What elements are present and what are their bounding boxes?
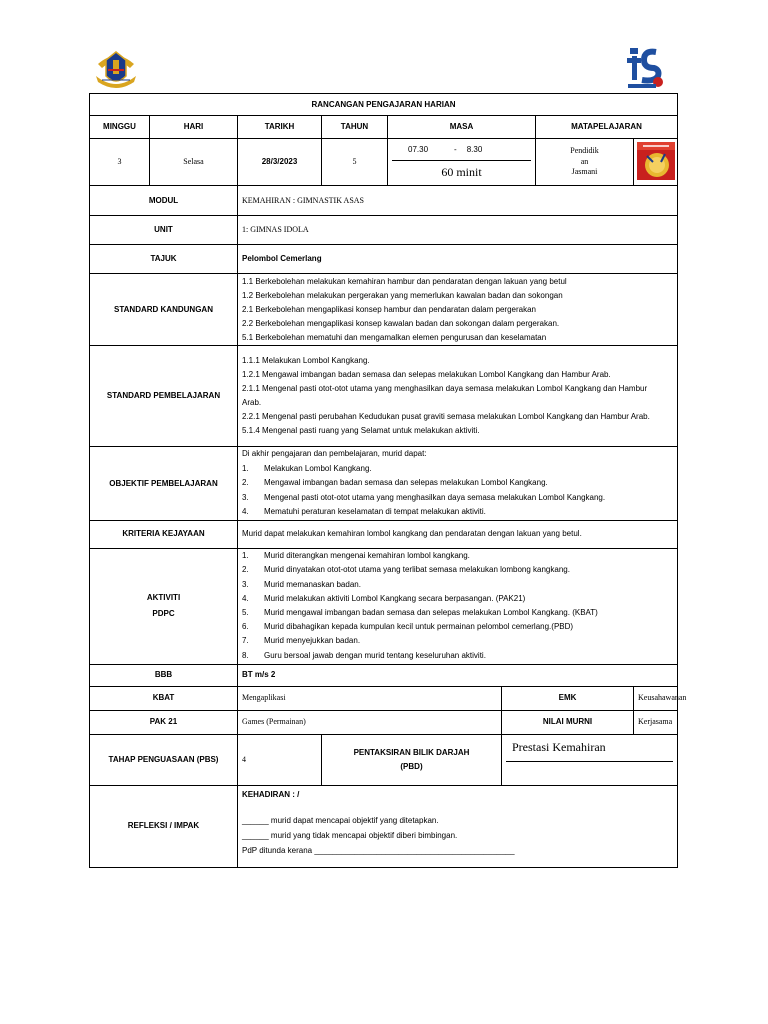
pbd-value-cell <box>502 734 678 785</box>
header-minggu: MINGGU <box>90 116 150 139</box>
tarikh-value: 28/3/2023 <box>238 139 322 186</box>
minggu-value: 3 <box>90 139 150 186</box>
bbb-value: BT m/s 2 <box>238 664 678 686</box>
time-start: 07.30 <box>408 144 429 154</box>
pbd-label-2: (PBD) <box>400 761 423 771</box>
aktiviti-item: 4. Murid melakukan aktiviti Lombol Kangkang secara berpasangan. (PAK21) <box>242 593 526 603</box>
sp-item: 1.2.1 Mengawal imbangan badan semasa dan selepas melakukan Lombol Kangkang dan Hambur Arab. <box>242 370 611 379</box>
kbat-label: KBAT <box>90 686 238 710</box>
standard-pembelajaran-list <box>238 346 678 447</box>
unit-label: UNIT <box>90 216 238 245</box>
tahap-label: TAHAP PENGUASAAN (PBS) <box>90 734 238 785</box>
refleksi-label: REFLEKSI / IMPAK <box>90 785 238 867</box>
plan-title: RANCANGAN PENGAJARAN HARIAN <box>90 94 678 116</box>
unit-value: 1: GIMNAS IDOLA <box>238 216 678 245</box>
aktiviti-label-2: PDPC <box>152 609 175 618</box>
aktiviti-label-1: AKTIVITI <box>146 593 181 602</box>
tajuk-value: Pelombol Cemerlang <box>238 245 678 274</box>
header-masa: MASA <box>388 116 536 139</box>
sp-item: 5.1.4 Mengenal pasti ruang yang Selamat untuk melakukan aktiviti. <box>242 426 480 435</box>
sk-item: 5.1 Berkebolehan mematuhi dan mengamalkan elemen pengurusan dan keselamatan <box>242 332 547 342</box>
sp-item: 2.2.1 Mengenal pasti perubahan Kedudukan pusat graviti semasa melakukan Lombol Kangkang dan Hambur Arab. <box>242 412 650 421</box>
school-crest-logo <box>94 46 138 90</box>
pbd-label <box>322 734 502 785</box>
refleksi-content <box>238 785 678 867</box>
objektif-label: OBJEKTIF PEMBELAJARAN <box>90 447 238 521</box>
aktiviti-item: 5. Murid mengawal imbangan badan semasa dan selepas melakukan Lombol Kangkang. (KBAT) <box>242 608 598 617</box>
bbb-label: BBB <box>90 664 238 686</box>
kriteria-value: Murid dapat melakukan kemahiran lombol kangkang dan pendaratan dengan lakuan yang betul. <box>238 520 678 548</box>
objektif-item: 1. Melakukan Lombol Kangkang. <box>242 463 372 473</box>
sp-item: 1.1.1 Melakukan Lombol Kangkang. <box>242 356 370 365</box>
sk-item: 1.1 Berkebolehan melakukan kemahiran hambur dan pendaratan dengan lakuan yang betul <box>242 276 567 286</box>
tahun-value: 5 <box>322 139 388 186</box>
aktiviti-item: 8. Guru bersoal jawab dengan murid tentang keseluruhan aktiviti. <box>242 650 486 660</box>
emk-label: EMK <box>502 686 634 710</box>
subject-book-image <box>634 139 678 186</box>
time-end: 8.30 <box>466 144 483 154</box>
aktiviti-item: 3. Murid memanaskan badan. <box>242 579 361 589</box>
subject-line-1: Pendidik <box>570 146 599 156</box>
kbat-value: Mengaplikasi <box>238 686 502 710</box>
standard-kandungan-label: STANDARD KANDUNGAN <box>90 274 238 346</box>
objektif-intro: Di akhir pengajaran dan pembelajaran, murid dapat: <box>242 449 427 458</box>
objektif-item: 2. Mengawal imbangan badan semasa dan selepas melakukan Lombol Kangkang. <box>242 478 548 487</box>
aktiviti-item: 6. Murid dibahagikan kepada kumpulan kecil untuk permainan pelombol cemerlang.(PBD) <box>242 622 574 632</box>
emk-value: Keusahawanan <box>634 686 678 710</box>
refleksi-line-3: PdP ditunda kerana _____________________________________________ <box>242 845 515 855</box>
pak21-value: Games (Permainan) <box>238 710 502 734</box>
pbd-value: Prestasi Kemahiran <box>506 735 673 762</box>
kehadiran: KEHADIRAN : / <box>242 789 300 799</box>
time-range <box>392 139 531 161</box>
daily-lesson-plan-table <box>89 93 687 868</box>
tahap-value: 4 <box>238 734 322 785</box>
refleksi-line-1: ______ murid dapat mencapai objektif yang ditetapkan. <box>242 815 439 825</box>
pbd-label-1: PENTAKSIRAN BILIK DARJAH <box>353 747 470 757</box>
aktiviti-item: 7. Murid menyejukkan badan. <box>242 636 361 646</box>
pak21-label: PAK 21 <box>90 710 238 734</box>
header-hari: HARI <box>150 116 238 139</box>
sk-item: 1.2 Berkebolehan melakukan pergerakan yang memerlukan kawalan badan dan sokongan <box>242 290 563 300</box>
modul-value: KEMAHIRAN : GIMNASTIK ASAS <box>238 186 678 216</box>
nilai-murni-value: Kerjasama <box>634 710 678 734</box>
objektif-item: 4. Mematuhi peraturan keselamatan di tempat melakukan aktiviti. <box>242 507 486 516</box>
aktiviti-label <box>90 548 238 664</box>
objektif-item: 3. Mengenal pasti otot-otot utama yang menghasilkan daya semasa melakukan Lombol Kangkang. <box>242 492 606 502</box>
duration: 60 minit <box>441 165 482 180</box>
nilai-murni-label: NILAI MURNI <box>502 710 634 734</box>
aktiviti-item: 2. Murid dinyatakan otot-otot utama yang terlibat semasa melakukan lombong kangkang. <box>242 565 570 575</box>
standard-pembelajaran-label: STANDARD PEMBELAJARAN <box>90 346 238 447</box>
header-matapelajaran: MATAPELAJARAN <box>536 116 678 139</box>
time-dash: - <box>454 144 457 154</box>
refleksi-line-2: ______ murid yang tidak mencapai objektif diberi bimbingan. <box>242 830 458 840</box>
pbd-empty <box>506 762 673 785</box>
pe-textbook-cover-image <box>635 140 677 182</box>
hari-value: Selasa <box>150 139 238 186</box>
aktiviti-list <box>238 548 678 664</box>
subject-line-3: Jasmani <box>571 167 598 177</box>
ts25-logo <box>626 46 666 90</box>
subject-value <box>536 139 634 186</box>
sk-item: 2.2 Berkebolehan mengaplikasi konsep kawalan badan dan sokongan dalam pergerakan. <box>242 318 560 328</box>
subject-line-2: an <box>580 156 589 166</box>
tajuk-label: TAJUK <box>90 245 238 274</box>
header-tahun: TAHUN <box>322 116 388 139</box>
objektif-list <box>238 447 678 521</box>
aktiviti-item: 1. Murid diterangkan mengenai kemahiran lombol kangkang. <box>242 551 470 561</box>
sp-item: 2.1.1 Mengenal pasti otot-otot utama yang menghasilkan daya semasa melakukan Lombol Kangkang dan Hambur Arab. <box>242 384 648 407</box>
sk-item: 2.1 Berkebolehan mengaplikasi konsep hambur dan pendaratan dalam pergerakan <box>242 304 536 314</box>
kriteria-label: KRITERIA KEJAYAAN <box>90 520 238 548</box>
masa-cell <box>388 139 536 186</box>
standard-kandungan-list <box>238 274 678 346</box>
header-tarikh: TARIKH <box>238 116 322 139</box>
modul-label: MODUL <box>90 186 238 216</box>
